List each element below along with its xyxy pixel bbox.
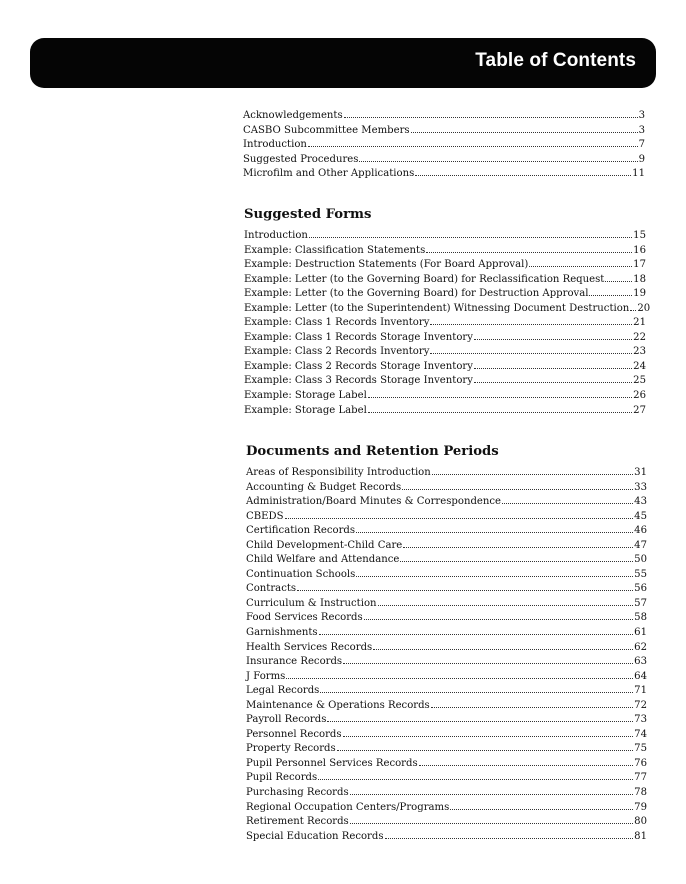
toc-entry [246, 626, 647, 641]
toc-entry [246, 815, 647, 830]
dot-leader [368, 411, 632, 413]
toc-entry-page-number: 11 [632, 168, 645, 180]
toc-entry [244, 316, 646, 331]
toc-entry [244, 244, 646, 259]
toc-entry [243, 138, 645, 153]
dot-leader [318, 778, 633, 780]
toc-entry-label: Example: Storage Label [244, 390, 367, 402]
toc-entry-page-number: 47 [634, 539, 647, 551]
toc-entry [246, 786, 647, 801]
toc-entry-page-number: 81 [634, 830, 647, 842]
dot-leader [474, 338, 632, 340]
dot-leader [368, 396, 632, 398]
toc-entry-page-number: 3 [638, 110, 645, 121]
dot-leader [359, 160, 637, 162]
toc-entry-label: Administration/Board Minutes & Correspondence [246, 496, 502, 508]
dot-leader [400, 560, 633, 562]
toc-entry-page-number: 18 [633, 273, 646, 285]
toc-entry-page-number: 73 [634, 714, 647, 726]
toc-entry-label: Regional Occupation Centers/Programs [246, 801, 450, 813]
toc-entry-page-number: 75 [634, 743, 647, 755]
dot-leader [426, 251, 632, 253]
toc-entry [244, 389, 646, 404]
toc-entry-label: Microfilm and Other Applications [243, 168, 415, 180]
toc-entry-page-number: 24 [633, 360, 646, 372]
dot-leader [337, 749, 633, 751]
toc-entry-label: Payroll Records [246, 714, 327, 726]
toc-entry [246, 466, 647, 481]
toc-entry [244, 374, 646, 389]
dot-leader [385, 837, 634, 839]
dot-leader [286, 677, 633, 679]
toc-entry [246, 713, 647, 728]
toc-entry-label: Introduction [243, 139, 307, 151]
toc-entry [243, 109, 645, 124]
toc-entry-label: Health Services Records [246, 641, 373, 653]
toc-entry [246, 481, 647, 496]
dot-leader [364, 618, 633, 620]
toc-entry [244, 302, 651, 317]
page-title: Table of Contents [475, 50, 636, 71]
toc-entry-page-number: 19 [633, 288, 646, 300]
toc-entry-page-number: 22 [633, 331, 646, 343]
dot-leader [402, 488, 633, 490]
dot-leader [356, 575, 633, 577]
toc-entry-page-number: 33 [634, 481, 647, 493]
dot-leader [373, 648, 633, 650]
toc-entry-label: Example: Classification Statements [244, 244, 426, 256]
toc-entry [246, 742, 647, 757]
toc-entry-label: Example: Letter (to the Superintendent) Witnessing Document Destruction [244, 302, 630, 314]
toc-entry [246, 611, 647, 626]
toc-entry-page-number: 64 [634, 670, 647, 682]
toc-entry-page-number: 16 [633, 244, 646, 256]
toc-entry-label: CASBO Subcommittee Members [243, 124, 410, 136]
toc-entry-label: Property Records [246, 743, 336, 755]
toc-entry-label: Maintenance & Operations Records [246, 699, 430, 711]
toc-entry-label: Example: Class 1 Records Storage Inventory [244, 331, 473, 343]
toc-entry-label: Suggested Procedures [243, 153, 359, 165]
toc-entry-label: Acknowledgements [243, 110, 343, 121]
toc-entry-page-number: 9 [638, 153, 645, 165]
toc-entry-label: Garnishments [246, 627, 318, 639]
toc-entry-label: Pupil Personnel Services Records [246, 757, 418, 769]
dot-leader [319, 633, 634, 635]
toc-entry [246, 539, 647, 554]
toc-entry-label: CBEDS [246, 510, 284, 522]
toc-entry-label: Example: Class 1 Records Inventory [244, 317, 430, 329]
toc-entry [244, 331, 646, 346]
toc-entry-page-number: 23 [633, 346, 646, 358]
dot-leader [431, 706, 633, 708]
toc-entry-page-number: 76 [634, 757, 647, 769]
toc-entry [246, 728, 647, 743]
dot-leader [378, 604, 634, 606]
toc-entry [244, 360, 646, 375]
toc-entry-label: Areas of Responsibility Introduction [246, 467, 431, 478]
toc-entry-page-number: 7 [638, 139, 645, 151]
toc-entry-page-number: 27 [633, 404, 646, 416]
dot-leader [589, 294, 632, 296]
toc-entry [243, 124, 645, 139]
toc-entry-page-number: 72 [634, 699, 647, 711]
dot-leader [630, 309, 636, 311]
toc-entry-page-number: 57 [634, 597, 647, 609]
header-banner [30, 38, 656, 88]
toc-entry-label: Example: Destruction Statements (For Board Approval) [244, 259, 529, 271]
toc-entry [246, 553, 647, 568]
toc-entry [244, 345, 646, 360]
toc-entry-page-number: 3 [638, 124, 645, 136]
toc-entry-label: Pupil Records [246, 772, 318, 784]
dot-leader [430, 323, 632, 325]
toc-entry-label: Certification Records [246, 525, 356, 537]
toc-entry-page-number: 63 [634, 656, 647, 668]
section-heading-documents-retention: Documents and Retention Periods [246, 444, 499, 459]
dot-leader [309, 236, 632, 238]
dot-leader [297, 589, 633, 591]
toc-entry [246, 568, 647, 583]
dot-leader [356, 531, 633, 533]
toc-entry [244, 404, 646, 419]
toc-entry-label: Example: Letter (to the Governing Board) for Reclassification Request [244, 273, 605, 285]
toc-entry-label: Legal Records [246, 685, 320, 697]
dot-leader [320, 691, 633, 693]
toc-entry-label: Curriculum & Instruction [246, 597, 377, 609]
toc-entry-page-number: 71 [634, 685, 647, 697]
toc-entry-label: Example: Class 3 Records Storage Inventory [244, 375, 473, 387]
toc-entry-label: Child Welfare and Attendance [246, 554, 400, 566]
toc-entry [244, 229, 646, 244]
toc-entry [246, 670, 647, 685]
toc-entry [246, 757, 647, 772]
toc-entry-page-number: 31 [634, 467, 647, 478]
toc-entry-page-number: 56 [634, 583, 647, 595]
toc-section-suggested-forms [244, 207, 651, 418]
toc-entry-page-number: 45 [634, 510, 647, 522]
dot-leader [350, 822, 633, 824]
toc-entry [246, 830, 647, 845]
dot-leader [450, 808, 633, 810]
toc-entry [246, 524, 647, 539]
toc-entry-page-number: 21 [633, 317, 646, 329]
toc-entry-page-number: 46 [634, 525, 647, 537]
toc-entry [246, 510, 647, 525]
toc-entry [246, 771, 647, 786]
dot-leader [415, 174, 631, 176]
toc-entry-page-number: 50 [634, 554, 647, 566]
dot-leader [430, 352, 632, 354]
toc-entry-label: J Forms [246, 670, 286, 682]
toc-entry [243, 153, 645, 168]
toc-entry-page-number: 78 [634, 787, 647, 799]
toc-entry [244, 273, 646, 288]
toc-list-intro [243, 109, 645, 182]
dot-leader [502, 502, 633, 504]
dot-leader [343, 735, 634, 737]
toc-entry [246, 582, 647, 597]
toc-entry-label: Continuation Schools [246, 568, 356, 580]
dot-leader [344, 116, 638, 118]
toc-entry-label: Example: Class 2 Records Storage Inventory [244, 360, 473, 372]
toc-entry-page-number: 77 [634, 772, 647, 784]
toc-entry-label: Purchasing Records [246, 787, 349, 799]
toc-entry [246, 641, 647, 656]
dot-leader [403, 546, 633, 548]
dot-leader [419, 764, 633, 766]
toc-entry-page-number: 17 [633, 259, 646, 271]
toc-entry [246, 801, 647, 816]
toc-entry-page-number: 58 [634, 612, 647, 624]
toc-entry-label: Insurance Records [246, 656, 343, 668]
toc-entry [246, 495, 647, 510]
toc-entry [246, 655, 647, 670]
dot-leader [474, 367, 632, 369]
toc-entry-label: Retirement Records [246, 816, 349, 828]
toc-entry-page-number: 20 [637, 302, 651, 314]
toc-entry-page-number: 74 [634, 728, 647, 740]
dot-leader [343, 662, 633, 664]
dot-leader [308, 145, 638, 147]
toc-entry-page-number: 26 [633, 390, 646, 402]
toc-entry-label: Example: Letter (to the Governing Board) for Destruction Approval [244, 288, 589, 300]
section-heading-suggested-forms: Suggested Forms [244, 207, 372, 222]
toc-entry-page-number: 43 [634, 496, 647, 508]
toc-entry [244, 258, 646, 273]
toc-entry [246, 684, 647, 699]
toc-entry-page-number: 80 [634, 816, 647, 828]
toc-entry-label: Personnel Records [246, 728, 342, 740]
toc-entry-label: Accounting & Budget Records [246, 481, 402, 493]
dot-leader [432, 473, 633, 475]
toc-section-intro [243, 109, 645, 182]
dot-leader [327, 720, 633, 722]
dot-leader [411, 131, 638, 133]
toc-entry-page-number: 15 [633, 230, 646, 241]
toc-entry-page-number: 25 [633, 375, 646, 387]
toc-section-documents-retention [246, 444, 647, 844]
toc-entry-label: Special Education Records [246, 830, 384, 842]
toc-list-suggested-forms [244, 229, 651, 418]
dot-leader [474, 381, 632, 383]
toc-entry-label: Example: Storage Label [244, 404, 367, 416]
dot-leader [285, 517, 634, 519]
toc-entry-label: Contracts [246, 583, 297, 595]
dot-leader [350, 793, 634, 795]
toc-entry [243, 167, 645, 182]
toc-entry-page-number: 61 [634, 627, 647, 639]
toc-entry-label: Food Services Records [246, 612, 363, 624]
toc-entry [246, 699, 647, 714]
dot-leader [529, 265, 632, 267]
toc-entry-label: Introduction [244, 230, 308, 241]
toc-entry-page-number: 55 [634, 568, 647, 580]
toc-entry-page-number: 79 [634, 801, 647, 813]
toc-entry-label: Child Development-Child Care [246, 539, 403, 551]
toc-entry-page-number: 62 [634, 641, 647, 653]
toc-entry [244, 287, 646, 302]
toc-entry-label: Example: Class 2 Records Inventory [244, 346, 430, 358]
toc-entry [246, 597, 647, 612]
toc-list-documents-retention [246, 466, 647, 844]
dot-leader [605, 280, 632, 282]
